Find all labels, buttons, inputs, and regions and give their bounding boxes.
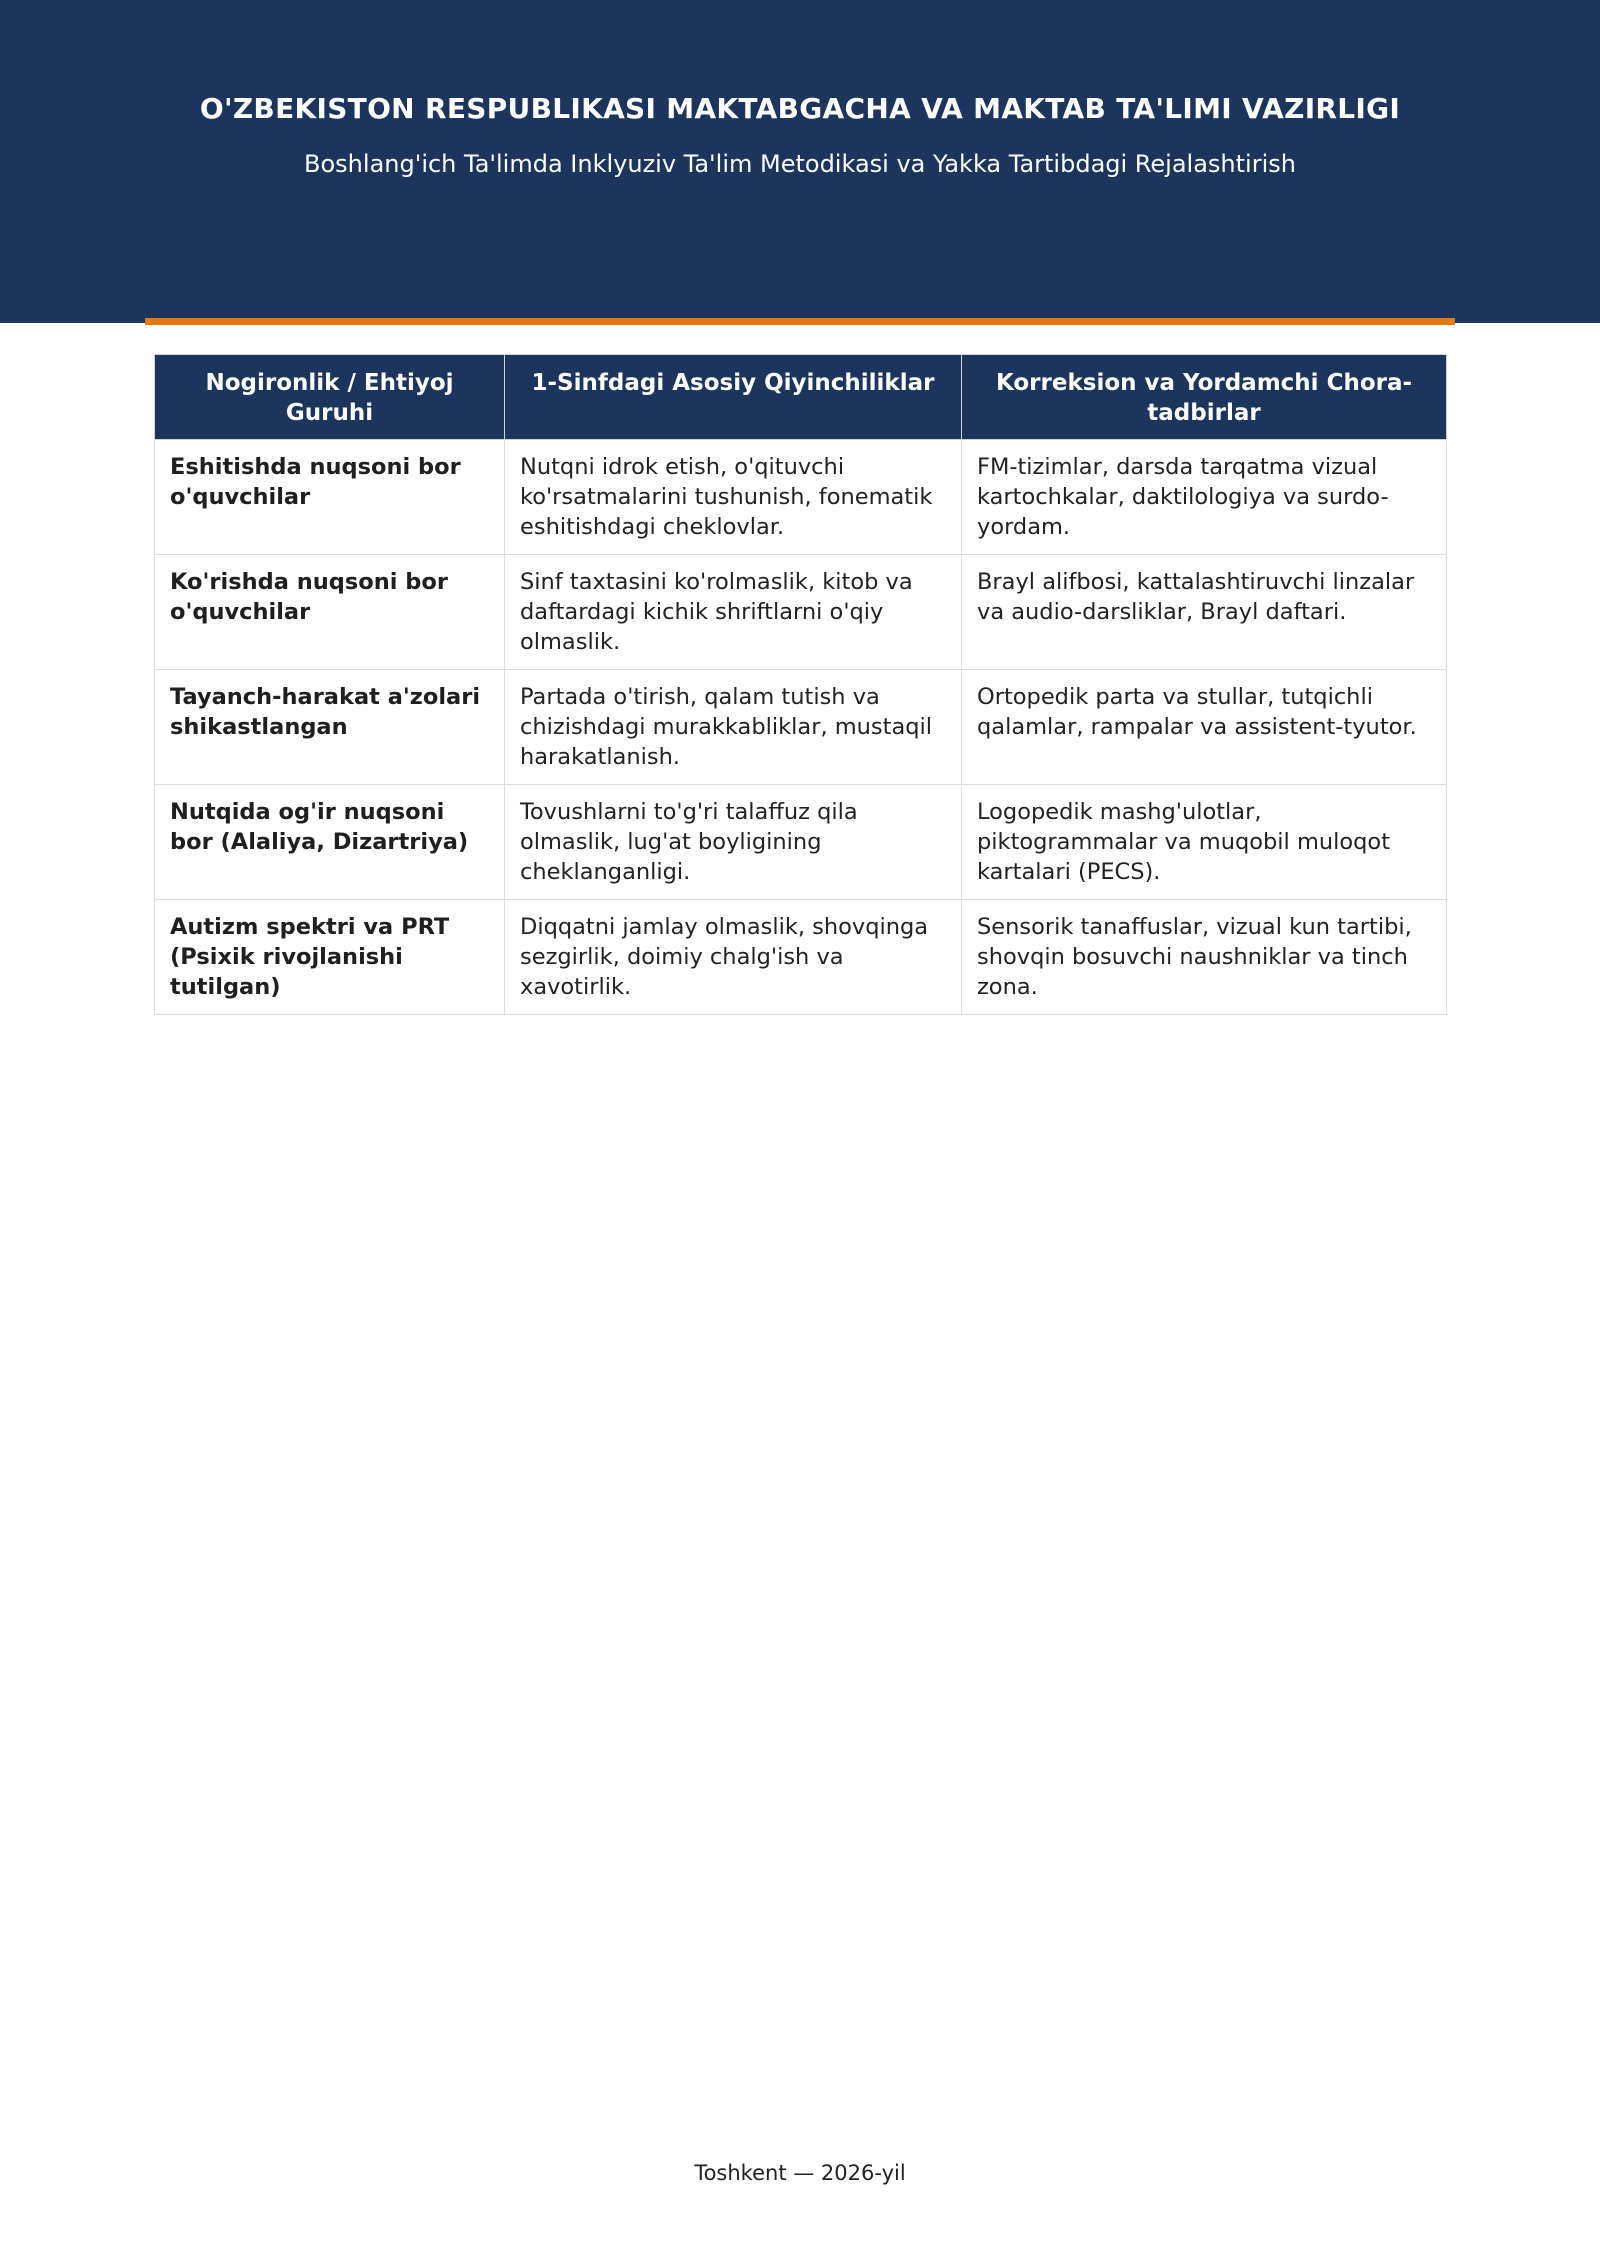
table-row — [155, 555, 1447, 670]
accent-divider — [145, 318, 1455, 325]
measure-cell: FM-tizimlar, darsda tarqatma vizual kartochkalar, daktilologiya va surdo-yordam. — [962, 440, 1447, 555]
inclusion-table — [154, 354, 1447, 1015]
measure-cell: Logopedik mashg'ulotlar, piktogrammalar va muqobil muloqot kartalari (PECS). — [962, 785, 1447, 900]
table-row — [155, 785, 1447, 900]
group-cell: Tayanch-harakat a'zolari shikastlangan — [155, 670, 505, 785]
difficulty-cell: Diqqatni jamlay olmaslik, shovqinga sezgirlik, doimiy chalg'ish va xavotirlik. — [505, 900, 962, 1015]
table-row — [155, 670, 1447, 785]
measure-cell: Ortopedik parta va stullar, tutqichli qalamlar, rampalar va assistent-tyutor. — [962, 670, 1447, 785]
difficulty-cell: Nutqni idrok etish, o'qituvchi ko'rsatmalarini tushunish, fonematik eshitishdagi cheklovlar. — [505, 440, 962, 555]
column-header-difficulties: 1-Sinfdagi Asosiy Qiyinchiliklar — [505, 355, 962, 440]
footer-place-year: Toshkent — 2026-yil — [694, 2161, 906, 2185]
header-banner — [0, 0, 1600, 323]
group-cell: Ko'rishda nuqsoni bor o'quvchilar — [155, 555, 505, 670]
group-cell: Autizm spektri va PRT (Psixik rivojlanishi tutilgan) — [155, 900, 505, 1015]
document-subtitle: Boshlang'ich Ta'limda Inklyuziv Ta'lim Metodikasi va Yakka Tartibdagi Rejalashtirish — [304, 150, 1296, 178]
difficulty-cell: Sinf taxtasini ko'rolmaslik, kitob va daftardagi kichik shriftlarni o'qiy olmaslik. — [505, 555, 962, 670]
table-row — [155, 900, 1447, 1015]
group-cell: Nutqida og'ir nuqsoni bor (Alaliya, Dizartriya) — [155, 785, 505, 900]
difficulty-cell: Tovushlarni to'g'ri talaffuz qila olmaslik, lug'at boyligining cheklanganligi. — [505, 785, 962, 900]
table-header-row — [155, 355, 1447, 440]
column-header-group: Nogironlik / Ehtiyoj Guruhi — [155, 355, 505, 440]
group-cell: Eshitishda nuqsoni bor o'quvchilar — [155, 440, 505, 555]
measure-cell: Sensorik tanaffuslar, vizual kun tartibi, shovqin bosuvchi naushniklar va tinch zona. — [962, 900, 1447, 1015]
difficulty-cell: Partada o'tirish, qalam tutish va chizishdagi murakkabliklar, mustaqil harakatlanish. — [505, 670, 962, 785]
table-row — [155, 440, 1447, 555]
measure-cell: Brayl alifbosi, kattalashtiruvchi linzalar va audio-darsliklar, Brayl daftari. — [962, 555, 1447, 670]
column-header-measures: Korreksion va Yordamchi Chora-tadbirlar — [962, 355, 1447, 440]
ministry-title: O'ZBEKISTON RESPUBLIKASI MAKTABGACHA VA MAKTAB TA'LIMI VAZIRLIGI — [199, 92, 1401, 125]
